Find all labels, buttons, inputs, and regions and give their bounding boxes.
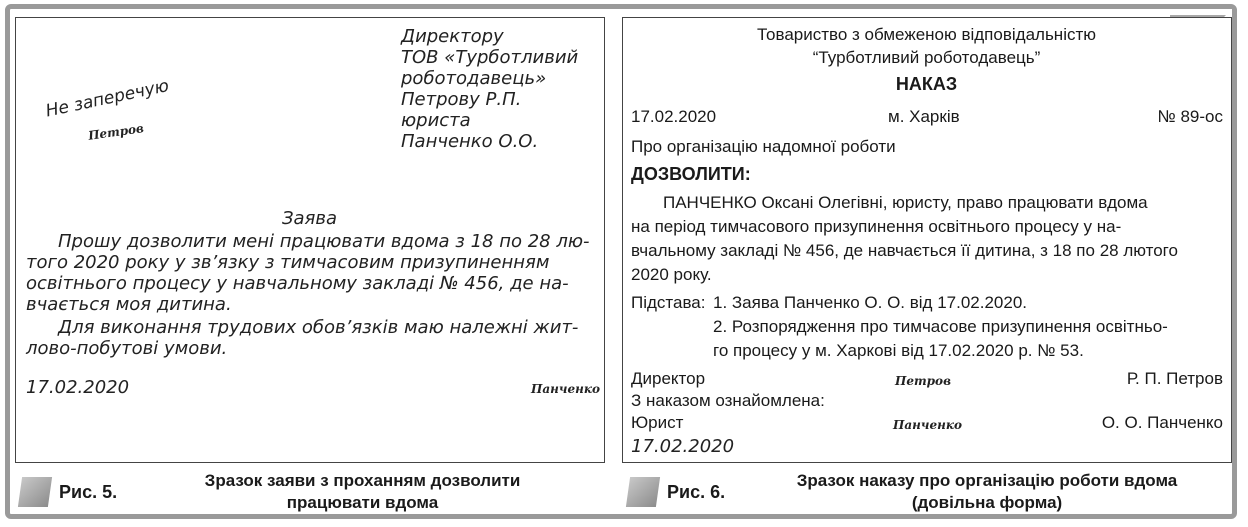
addressee-line: Петрову Р.П.	[401, 89, 522, 110]
body-line: лово-побутові умови.	[26, 338, 228, 359]
lawyer-signature: Панченко	[893, 418, 962, 432]
order-date: 17.02.2020	[631, 107, 717, 126]
addressee-line: ТОВ «Турботливий	[401, 47, 579, 68]
order-text-line: на період тимчасового призупинення освітнього процесу у на-	[631, 217, 1122, 236]
order-subject: Про організацію надомної роботи	[631, 137, 896, 156]
addressee-line: Директору	[401, 26, 504, 47]
application-title: Заява	[281, 208, 338, 229]
fig5-caption	[165, 470, 560, 514]
order-text-line: ПАНЧЕНКО Оксані Олегівні, юристу, право працювати вдома	[663, 193, 1148, 212]
body-line: освітнього процесу у навчальному закладі № 456, де на-	[26, 273, 569, 294]
basis-item: го процесу у м. Харкові від 17.02.2020 р. № 53.	[713, 341, 1084, 360]
application-date: 17.02.2020	[26, 377, 130, 398]
order-decision: ДОЗВОЛИТИ:	[631, 164, 751, 184]
director-signature: Петров	[895, 374, 951, 388]
caption-line: працювати вдома	[286, 493, 439, 512]
application-sample-panel	[15, 17, 605, 463]
addressee-line: юриста	[401, 110, 471, 131]
order-number: № 89-ос	[1157, 107, 1223, 126]
applicant-signature: Панченко	[531, 382, 600, 396]
fig6-label: Рис. 6.	[667, 482, 726, 502]
acknowledgement-date: 17.02.2020	[631, 436, 735, 457]
resolution-note: Не заперечую	[44, 75, 171, 122]
caption-square-icon	[626, 477, 660, 507]
resolution-signature: Петров	[87, 121, 145, 143]
basis-item: 2. Розпорядження про тимчасове призупинення освітньо-	[713, 317, 1168, 336]
order-text-line: 2020 року.	[631, 265, 712, 284]
basis-item: 1. Заява Панченко О. О. від 17.02.2020.	[713, 293, 1028, 312]
acquainted-note: З наказом ознайомлена:	[631, 391, 825, 410]
body-line: Прошу дозволити мені працювати вдома з 18 по 28 лю-	[58, 231, 590, 252]
order-city: м. Харків	[888, 107, 960, 126]
order-sample-panel	[622, 17, 1232, 463]
addressee-line: роботодавець»	[401, 68, 547, 89]
lawyer-name: О. О. Панченко	[1101, 413, 1223, 432]
body-line: Для виконання трудових обов’язків маю належні жит-	[58, 317, 579, 338]
org-name-line: “Турботливий роботодавець”	[812, 48, 1041, 67]
caption-line: Зразок наказу про організацію роботи вдома	[796, 471, 1178, 490]
body-line: вчається моя дитина.	[26, 294, 232, 315]
order-text-line: вчальному закладі № 456, де навчається її дитина, з 18 по 28 лютого	[631, 241, 1178, 260]
fig6-caption	[752, 470, 1222, 514]
fig5-label: Рис. 5.	[59, 482, 118, 502]
caption-line: (довільна форма)	[911, 493, 1063, 512]
caption-square-icon	[18, 477, 52, 507]
lawyer-title: Юрист	[631, 413, 684, 432]
addressee-line: Панченко О.О.	[401, 131, 539, 152]
director-name: Р. П. Петров	[1126, 369, 1223, 388]
order-doc-type: НАКАЗ	[895, 74, 958, 94]
basis-label: Підстава:	[631, 293, 706, 312]
body-line: того 2020 року у зв’язку з тимчасовим призупиненням	[26, 252, 550, 273]
org-name-line: Товариство з обмеженою відповідальністю	[756, 25, 1097, 44]
caption-line: Зразок заяви з проханням дозволити	[204, 471, 521, 490]
director-title: Директор	[631, 369, 706, 388]
